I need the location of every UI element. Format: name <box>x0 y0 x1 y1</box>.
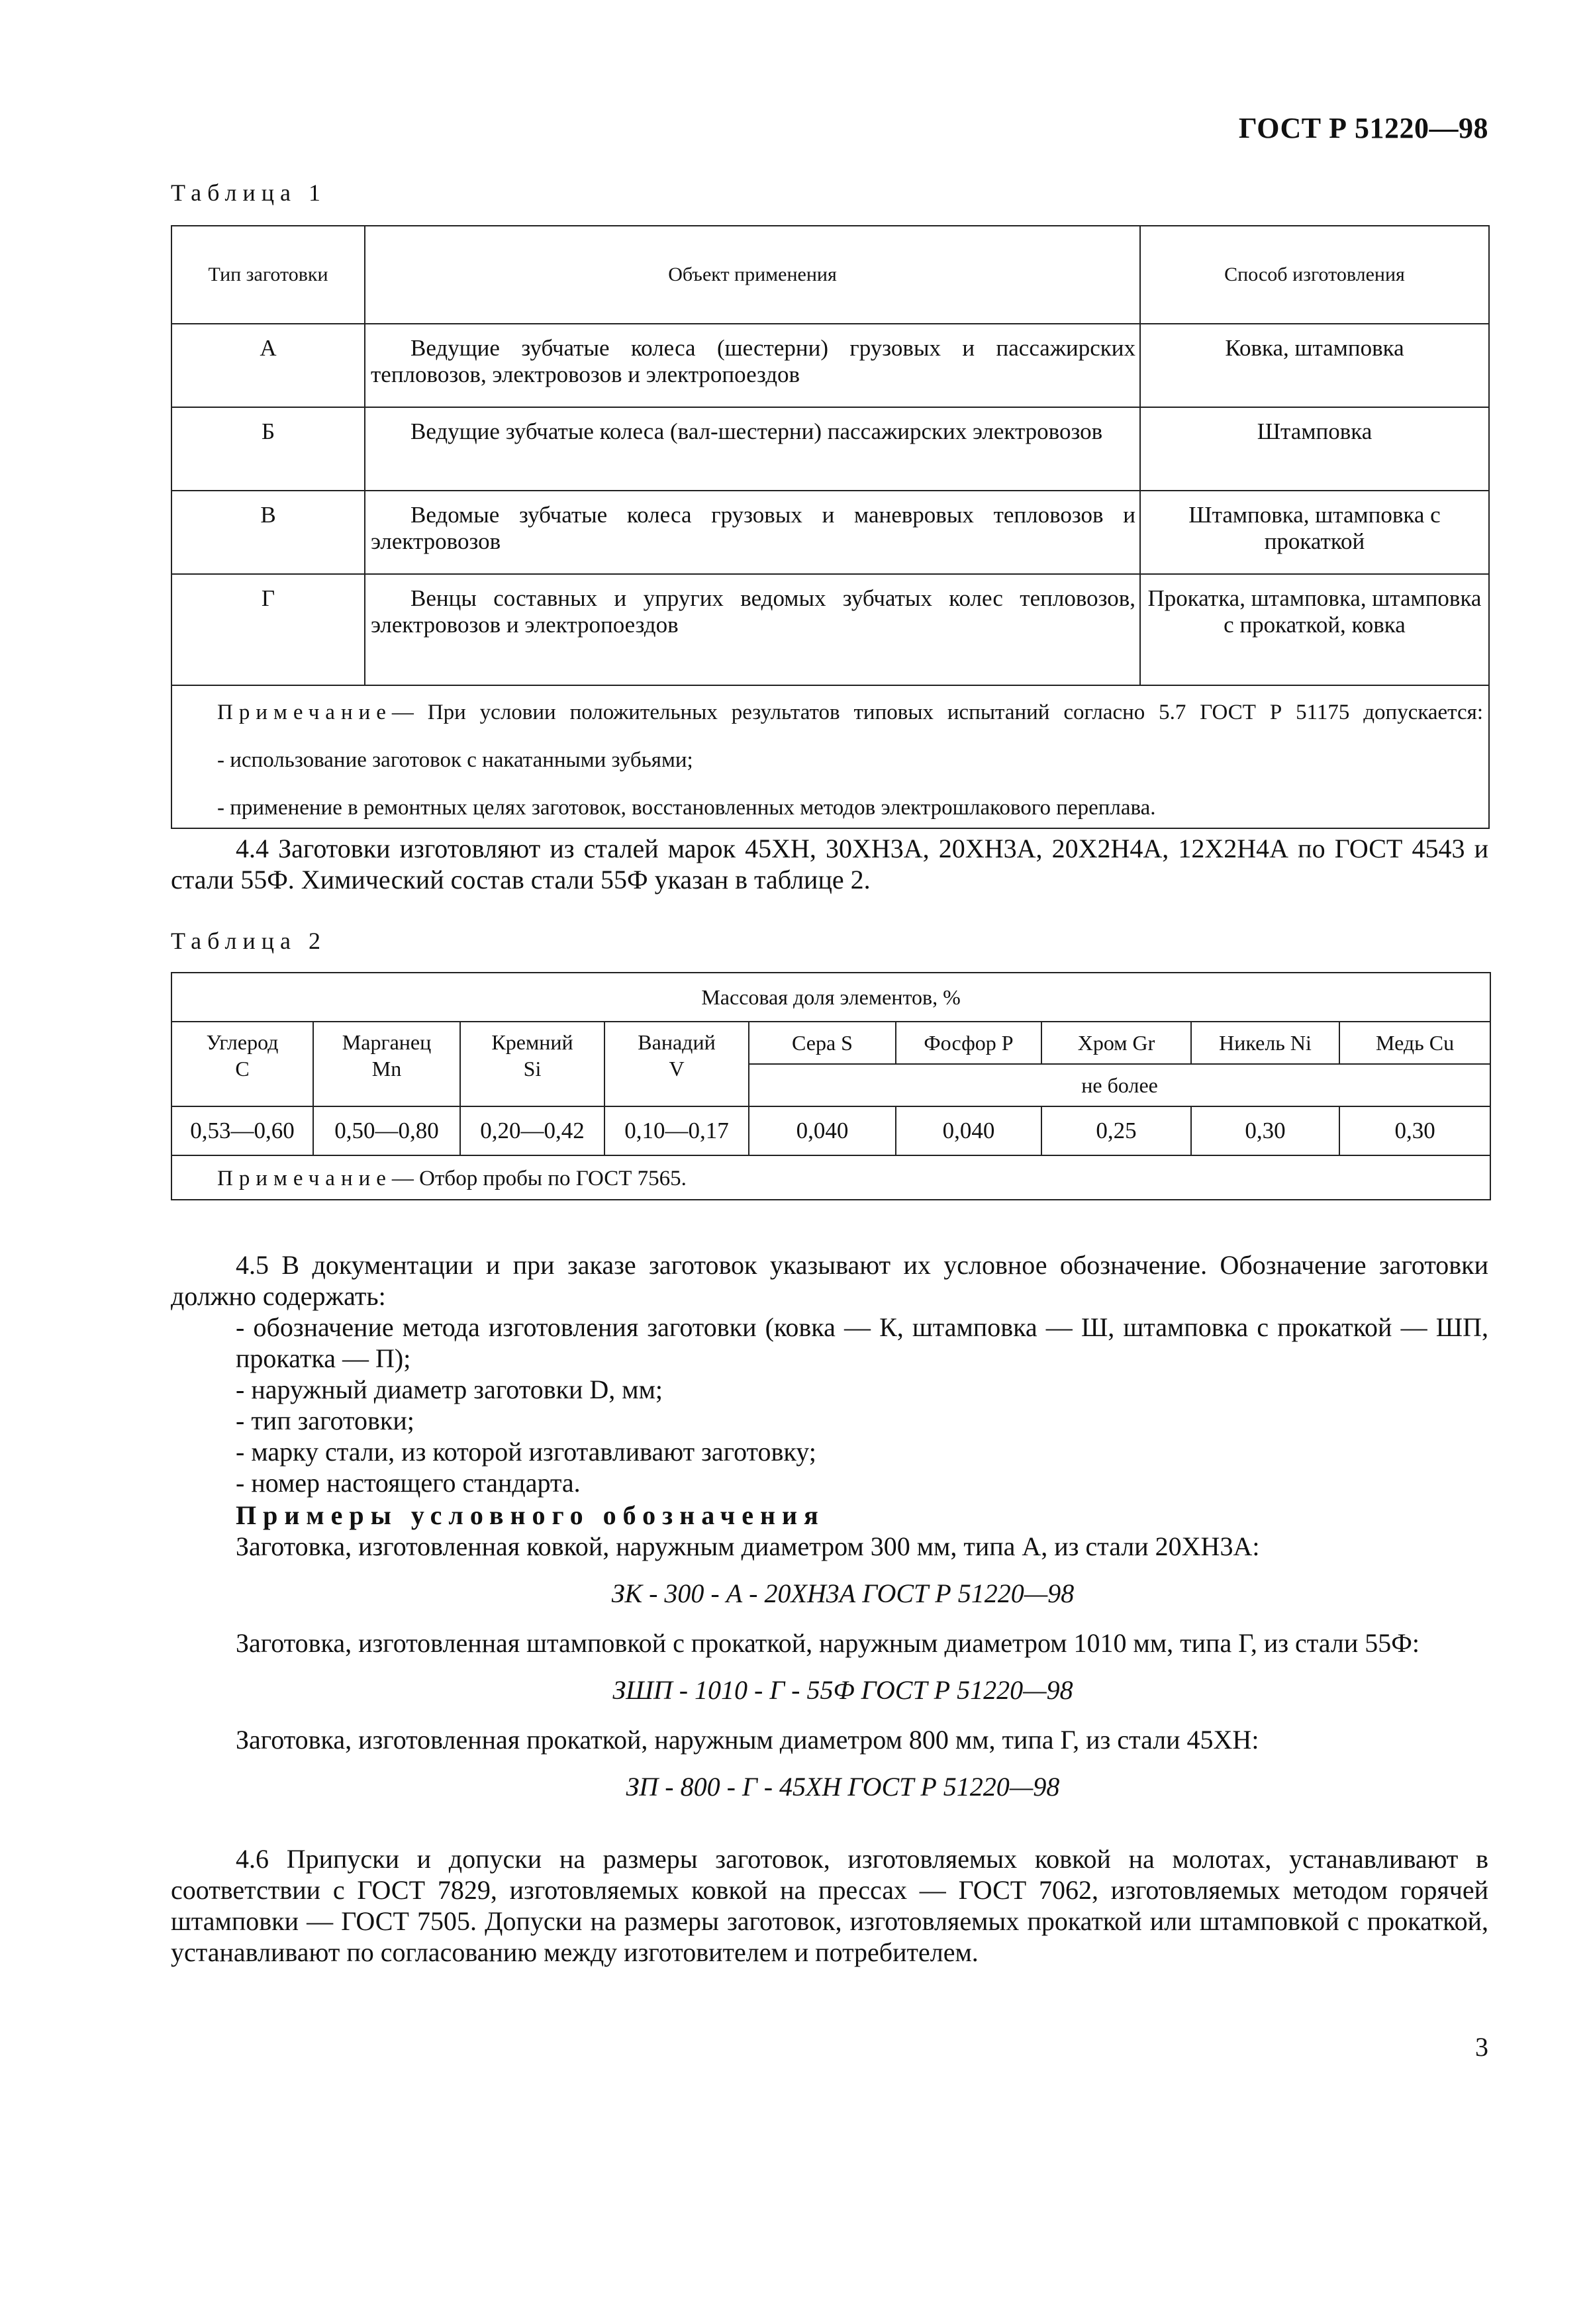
table2-element-header <box>460 1022 604 1106</box>
table2-value: 0,30 <box>1191 1106 1339 1155</box>
table1-cell-type: А <box>171 324 365 407</box>
table1-cell-method: Ковка, штамповка <box>1140 324 1489 407</box>
table2-element-header: Хром Gr <box>1041 1022 1191 1064</box>
table2-max-label: не более <box>749 1064 1490 1106</box>
list-item: - обозначение метода изготовления заготовки (ковка — К, штамповка — Ш, штамповка с прокаткой — ШП, прокатка — П); <box>236 1312 1488 1373</box>
table1-col-type: Тип заготовки <box>171 226 365 324</box>
table1-note-label: Примечание <box>217 701 392 724</box>
table-row <box>171 491 1489 574</box>
table2-element-header: Медь Cu <box>1339 1022 1490 1064</box>
paragraph-4-4 <box>171 833 1488 895</box>
table1-cell-method: Прокатка, штамповка, штамповка с прокаткой, ковка <box>1140 574 1489 685</box>
table2-note-label: Примечание <box>217 1167 392 1190</box>
paragraph-4-6-text: 4.6 Припуски и допуски на размеры заготовок, изготовляемых ковкой на молотах, устанавливают в соответствии с ГОСТ 7829, изготовляемых ковкой на прессах — ГОСТ 7062, изготовляемых методом горячей штамповки — ГОСТ 7505. Допуски на размеры заготовок, изготовляемых прокаткой или штамповкой с прокаткой, устанавливают по согласованию между изготовителем и потребителем. <box>171 1844 1488 1967</box>
table1-note-text: — При условии положительных результатов типовых испытаний согласно 5.7 ГОСТ Р 51175 допускается: <box>391 701 1483 724</box>
table2-elements-row <box>171 1022 1490 1064</box>
table1-note-row <box>171 685 1489 828</box>
list-item: - номер настоящего стандарта. <box>236 1468 581 1498</box>
table2-value: 0,30 <box>1339 1106 1490 1155</box>
example-designation: ЗК - 300 - А - 20ХН3А ГОСТ Р 51220—98 <box>611 1578 1075 1608</box>
table2 <box>171 972 1491 1200</box>
table2-value: 0,10—0,17 <box>604 1106 749 1155</box>
paragraph-4-6 <box>171 1843 1488 1968</box>
table2-element-header <box>604 1022 749 1106</box>
table1-cell-method: Штамповка <box>1140 407 1489 491</box>
table2-note-text: — Отбор пробы по ГОСТ 7565. <box>391 1167 687 1190</box>
table1-cell-object <box>365 491 1140 574</box>
element-symbol: Mn <box>371 1057 402 1081</box>
table2-element-header <box>171 1022 313 1106</box>
table1-cell-object-text: Венцы составных и упругих ведомых зубчатых колес тепловозов, электровозов и электропоездов <box>371 585 1135 638</box>
page-number: 3 <box>1475 2032 1488 2062</box>
table-row <box>171 1106 1490 1155</box>
table1-cell-object <box>365 407 1140 491</box>
table1-cell-type: Г <box>171 574 365 685</box>
table2-value: 0,50—0,80 <box>313 1106 460 1155</box>
table2-element-header: Сера S <box>749 1022 896 1064</box>
section-4-5-intro <box>171 1249 1488 1312</box>
examples-heading: Примеры условного обозначения <box>236 1500 825 1530</box>
element-name: Марганец <box>342 1030 432 1054</box>
table2-value: 0,53—0,60 <box>171 1106 313 1155</box>
table2-caption: Таблица 2 <box>171 928 326 954</box>
table2-element-header <box>313 1022 460 1106</box>
list-item: - тип заготовки; <box>236 1406 414 1435</box>
table1-caption: Таблица 1 <box>171 179 326 206</box>
table1-cell-object-text: Ведущие зубчатые колеса (вал-шестерни) пассажирских электровозов <box>410 418 1103 444</box>
table2-note <box>171 1155 1490 1200</box>
table2-group-header-row <box>171 973 1490 1022</box>
list-item: - марку стали, из которой изготавливают заготовку; <box>236 1437 816 1467</box>
element-symbol: С <box>235 1057 250 1081</box>
paragraph-4-4-text: 4.4 Заготовки изготовляют из сталей марок 45ХН, 30ХН3А, 20ХН3А, 20Х2Н4А, 12Х2Н4А по ГОСТ 4543 и стали 55Ф. Химический состав стали 55Ф указан в таблице 2. <box>171 834 1488 895</box>
table1-header-row <box>171 226 1489 324</box>
table1-cell-object-text: Ведущие зубчатые колеса (шестерни) грузовых и пассажирских тепловозов, электровозов и электропоездов <box>371 335 1135 387</box>
table1-col-method: Способ изготовления <box>1140 226 1489 324</box>
section-4-5 <box>171 1249 1488 1821</box>
table2-value: 0,20—0,42 <box>460 1106 604 1155</box>
example-designation: ЗП - 800 - Г - 45ХН ГОСТ Р 51220—98 <box>626 1772 1060 1802</box>
table1-note <box>171 685 1489 828</box>
table-row <box>171 574 1489 685</box>
table2-element-header: Фосфор Р <box>896 1022 1041 1064</box>
table2-element-header: Никель Ni <box>1191 1022 1339 1064</box>
example-description: Заготовка, изготовленная ковкой, наружным диаметром 300 мм, типа А, из стали 20ХН3А: <box>236 1531 1260 1561</box>
example-designation: ЗШП - 1010 - Г - 55Ф ГОСТ Р 51220—98 <box>612 1675 1073 1705</box>
table2-value: 0,25 <box>1041 1106 1191 1155</box>
table1-note-item: - использование заготовок с накатанными зубьями; <box>217 748 693 772</box>
element-name: Углерод <box>206 1030 279 1054</box>
element-name: Ванадий <box>638 1030 716 1054</box>
table1-cell-method: Штамповка, штамповка с прокаткой <box>1140 491 1489 574</box>
document-code-header: ГОСТ Р 51220—98 <box>1238 112 1488 144</box>
table1-cell-type: В <box>171 491 365 574</box>
table1-cell-object <box>365 324 1140 407</box>
table1-col-object: Объект применения <box>365 226 1140 324</box>
table1-note-item: - применение в ремонтных целях заготовок, восстановленных методов электрошлакового переплава. <box>217 796 1156 820</box>
list-item: - наружный диаметр заготовки D, мм; <box>236 1375 663 1404</box>
table-row <box>171 324 1489 407</box>
table2-value: 0,040 <box>749 1106 896 1155</box>
example-description: Заготовка, изготовленная прокаткой, наружным диаметром 800 мм, типа Г, из стали 45ХН: <box>236 1725 1259 1755</box>
table2-note-row <box>171 1155 1490 1200</box>
table1 <box>171 225 1490 829</box>
table1-cell-object-text: Ведомые зубчатые колеса грузовых и маневровых тепловозов и электровозов <box>371 502 1135 554</box>
element-symbol: V <box>669 1057 685 1081</box>
table2-value: 0,040 <box>896 1106 1041 1155</box>
element-symbol: Si <box>523 1057 542 1081</box>
table-row <box>171 407 1489 491</box>
section-4-5-intro-text: 4.5 В документации и при заказе заготовок указывают их условное обозначение. Обозначение заготовки должно содержать: <box>171 1250 1488 1311</box>
example-description: Заготовка, изготовленная штамповкой с прокаткой, наружным диаметром 1010 мм, типа Г, из стали 55Ф: <box>236 1628 1420 1658</box>
table1-cell-object <box>365 574 1140 685</box>
element-name: Кремний <box>491 1030 573 1054</box>
table1-cell-type: Б <box>171 407 365 491</box>
table2-group-header: Массовая доля элементов, % <box>171 973 1490 1022</box>
